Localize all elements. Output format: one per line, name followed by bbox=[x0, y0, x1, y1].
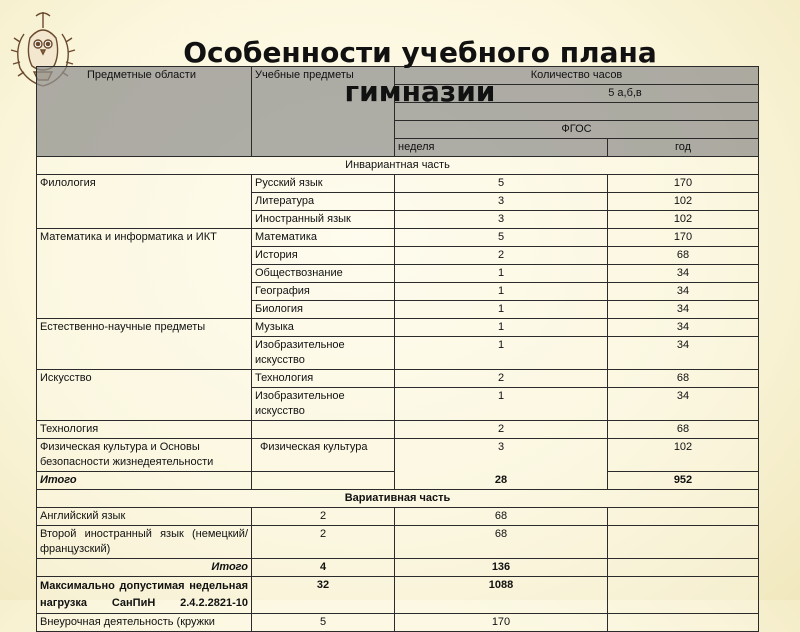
year-cell: 68 bbox=[608, 247, 759, 265]
variative-year: 68 bbox=[395, 508, 608, 526]
year-cell: 34 bbox=[608, 319, 759, 337]
week-cell: 2 bbox=[395, 421, 608, 439]
week-cell: 3 bbox=[395, 193, 608, 211]
header-week: неделя bbox=[395, 139, 608, 157]
max-load-week: 32 bbox=[252, 577, 395, 614]
total-label: Итого bbox=[37, 472, 252, 490]
variative-total-year: 136 bbox=[395, 559, 608, 577]
header-standard: ФГОС bbox=[395, 121, 759, 139]
subject-cell: История bbox=[252, 247, 395, 265]
header-classes: 5 а,б,в bbox=[395, 85, 759, 103]
variative-name: Английский язык bbox=[37, 508, 252, 526]
year-cell: 102 bbox=[608, 193, 759, 211]
week-cell: 1 bbox=[395, 319, 608, 337]
subject-cell: Литература bbox=[252, 193, 395, 211]
subject-cell: Музыка bbox=[252, 319, 395, 337]
subject-cell: Изобразительное искусство bbox=[252, 337, 395, 370]
variative-name: Второй иностранный язык (немецкий/французский) bbox=[37, 526, 252, 559]
subject-cell: Технология bbox=[252, 370, 395, 388]
area-cell: Естественно-научные предметы bbox=[37, 319, 252, 370]
section-invariant: Инвариантная часть bbox=[37, 157, 759, 175]
week-cell: 1 bbox=[395, 301, 608, 319]
area-cell: Искусство bbox=[37, 370, 252, 421]
year-cell: 34 bbox=[608, 301, 759, 319]
subject-cell: География bbox=[252, 283, 395, 301]
page-title-line2: гимназии bbox=[344, 75, 496, 108]
year-cell: 102 bbox=[608, 211, 759, 229]
curriculum-table bbox=[36, 66, 759, 632]
header-subjects: Учебные предметы bbox=[252, 67, 395, 157]
subject-cell: Математика bbox=[252, 229, 395, 247]
year-cell: 68 bbox=[608, 370, 759, 388]
variative-total-week: 4 bbox=[252, 559, 395, 577]
week-cell: 5 bbox=[395, 175, 608, 193]
year-cell: 34 bbox=[608, 283, 759, 301]
week-cell: 5 bbox=[395, 229, 608, 247]
week-cell: 2 bbox=[395, 247, 608, 265]
subject-cell: Обществознание bbox=[252, 265, 395, 283]
subject-cell: Биология bbox=[252, 301, 395, 319]
variative-week: 2 bbox=[252, 508, 395, 526]
week-cell: 2 bbox=[395, 370, 608, 388]
extracurricular-year: 170 bbox=[395, 614, 608, 632]
extracurricular-name: Внеурочная деятельность (кружки bbox=[37, 614, 252, 632]
year-cell: 170 bbox=[608, 175, 759, 193]
subject-cell: Физическая культура bbox=[252, 439, 395, 472]
area-cell: Филология bbox=[37, 175, 252, 229]
max-load-name: Максимально допустимая недельная нагрузка СанПиН 2.4.2.2821-10 bbox=[37, 577, 252, 614]
week-cell: 1 bbox=[395, 337, 608, 370]
year-cell: 102 bbox=[608, 439, 759, 472]
area-cell: Технология bbox=[37, 421, 252, 439]
total-week: 28 bbox=[395, 472, 608, 490]
header-year: год bbox=[608, 139, 759, 157]
section-variative: Вариативная часть bbox=[37, 490, 759, 508]
variative-week: 2 bbox=[252, 526, 395, 559]
area-cell: Математика и информатика и ИКТ bbox=[37, 229, 252, 319]
subject-cell: Изобразительное искусство bbox=[252, 388, 395, 421]
area-cell: Физическая культура и Основы безопасности жизнедеятельности bbox=[37, 439, 252, 472]
subject-cell: Иностранный язык bbox=[252, 211, 395, 229]
page-title: Особенности учебного плана bbox=[183, 36, 657, 69]
year-cell: 34 bbox=[608, 337, 759, 370]
year-cell: 34 bbox=[608, 265, 759, 283]
subject-cell: Русский язык bbox=[252, 175, 395, 193]
year-cell: 170 bbox=[608, 229, 759, 247]
header-hours: Количество часов bbox=[395, 67, 759, 85]
week-cell: 1 bbox=[395, 283, 608, 301]
week-cell: 1 bbox=[395, 265, 608, 283]
week-cell: 3 bbox=[395, 211, 608, 229]
year-cell: 34 bbox=[608, 388, 759, 421]
header-areas: Предметные области bbox=[37, 67, 252, 157]
subject-cell bbox=[252, 421, 395, 439]
week-cell: 3 bbox=[395, 439, 608, 472]
max-load-year: 1088 bbox=[395, 577, 608, 614]
week-cell: 1 bbox=[395, 388, 608, 421]
variative-year: 68 bbox=[395, 526, 608, 559]
year-cell: 68 bbox=[608, 421, 759, 439]
total-year: 952 bbox=[608, 472, 759, 490]
variative-total-label: Итого bbox=[37, 559, 252, 577]
extracurricular-week: 5 bbox=[252, 614, 395, 632]
